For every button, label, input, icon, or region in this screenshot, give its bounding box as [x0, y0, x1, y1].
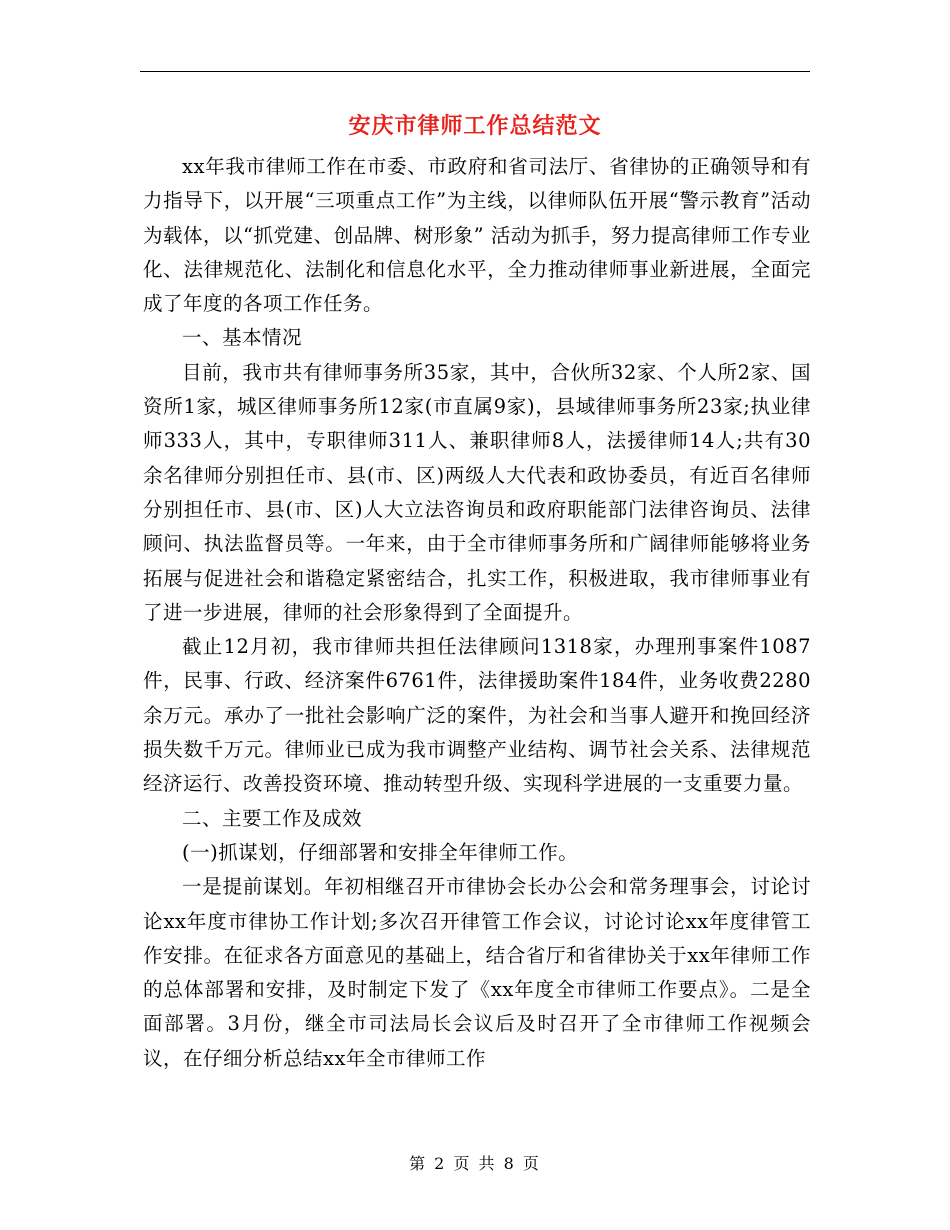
subsection-heading-planning: (一)抓谋划，仔细部署和安排全年律师工作。	[182, 840, 579, 864]
paragraph-intro: xx年我市律师工作在市委、市政府和省司法厅、省律协的正确领导和有力指导下，以开展“三项重点工作”为主线，以律师队伍开展“警示教育”活动为载体，以“抓党建、创品牌、树形象” 活动为抓手，努力提高律师工作专业化、法律规范化、法制化和信息化水平，全力推动律师事业新进展，全面完成了年度的各项工作任务。	[143, 155, 811, 316]
document-title: 安庆市律师工作总结范文	[348, 114, 602, 139]
paragraph-planning: 一是提前谋划。年初相继召开市律协会长办公会和常务理事会，讨论讨论xx年度市律协工作计划;多次召开律管工作会议，讨论讨论xx年度律管工作安排。在征求各方面意见的基础上，结合省厅和省律协关于xx年律师工作的总体部署和安排，及时制定下发了《xx年度全市律师工作要点》。二是全面部署。3月份，继全市司法局长会议后及时召开了全市律师工作视频会议，在仔细分析总结xx年全市律师工作	[143, 875, 811, 1070]
page-number: 第 2 页 共 8 页	[409, 1154, 541, 1173]
document-body	[143, 150, 811, 1076]
section-heading-basic: 一、基本情况	[182, 326, 303, 350]
paragraph-basic-situation: 目前，我市共有律师事务所35家，其中，合伙所32家、个人所2家、国资所1家，城区律师事务所12家(市直属9家)，县域律师事务所23家;执业律师333人，其中，专职律师311人、兼职律师8人，法援律师14人;共有30余名律师分别担任市、县(市、区)两级人大代表和政协委员，有近百名律师分别担任市、县(市、区)人大立法咨询员和政府职能部门法律咨询员、法律顾问、执法监督员等。一年来，由于全市律师事务所和广阔律师能够将业务拓展与促进社会和谐稳定紧密结合，扎实工作，积极进取，我市律师事业有了进一步进展，律师的社会形象得到了全面提升。	[143, 360, 811, 624]
paragraph-statistics: 截止12月初，我市律师共担任法律顾问1318家，办理刑事案件1087件，民事、行政、经济案件6761件，法律援助案件184件，业务收费2280余万元。承办了一批社会影响广泛的案件，为社会和当事人避开和挽回经济损失数千万元。律师业已成为我市调整产业结构、调节社会关系、法律规范经济运行、改善投资环境、推动转型升级、实现科学进展的一支重要力量。	[143, 635, 811, 796]
header-rule	[140, 71, 810, 72]
section-heading-main-work: 二、主要工作及成效	[182, 806, 363, 830]
